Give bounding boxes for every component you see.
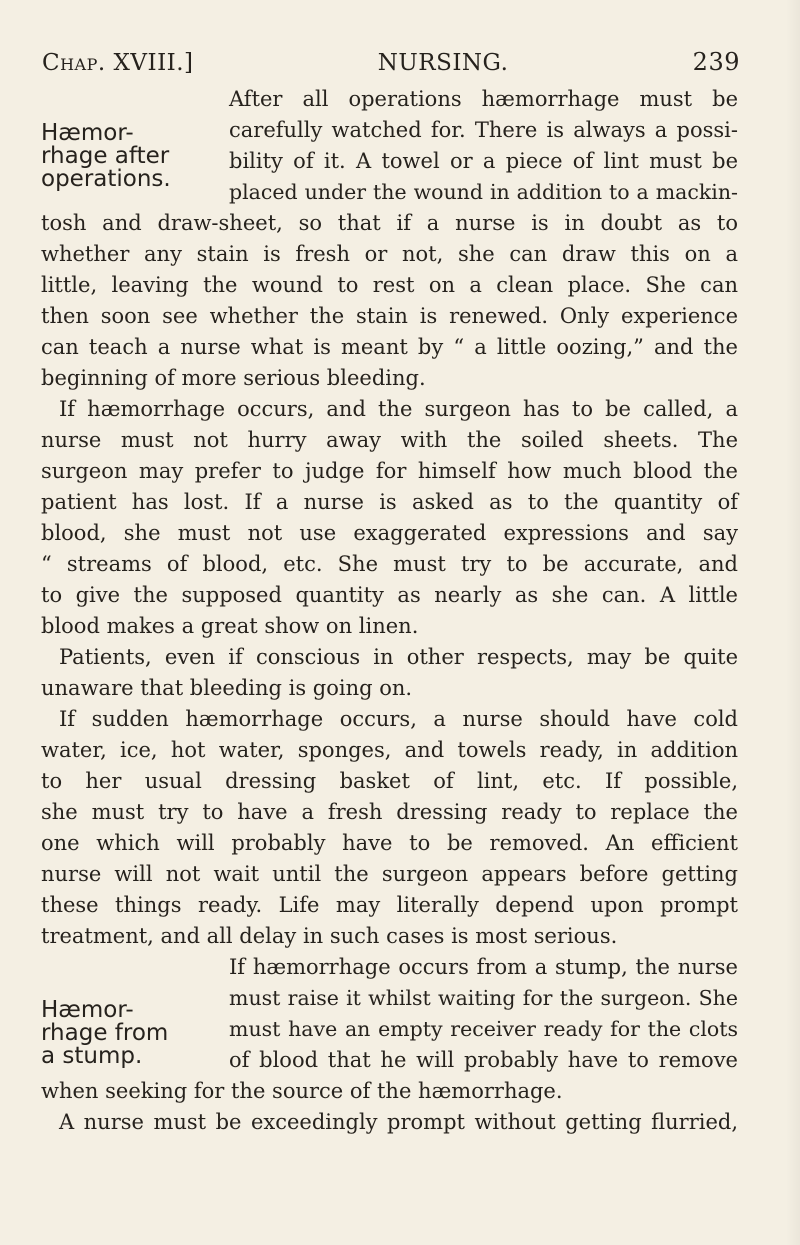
text-line: treatment, and all delay in such cases is most serious. [41, 924, 618, 948]
text-line: she must try to have a fresh dressing ready to replace the [41, 800, 738, 824]
chapter-label: Chap. XVIII.] [42, 50, 194, 76]
page-number: 239 [692, 48, 740, 76]
margin-note-line: a stump. [41, 1043, 143, 1069]
text-line: water, ice, hot water, sponges, and towels ready, in addition [41, 738, 738, 762]
paragraph-3 [41, 642, 738, 704]
margin-note-line: Hæmor- [41, 997, 134, 1023]
paragraph-5 [41, 952, 738, 1107]
text-line: when seeking for the source of the hæmorrhage. [41, 1079, 563, 1103]
text-line: unaware that bleeding is going on. [41, 676, 413, 700]
paragraph-6 [41, 1107, 738, 1138]
text-line: “ streams of blood, etc. She must try to be accurate, and [41, 552, 738, 576]
text-line: After all operations hæmorrhage must be [229, 87, 738, 111]
text-line: blood makes a great show on linen. [41, 614, 419, 638]
text-line: A nurse must be exceedingly prompt without getting flurried, [59, 1110, 738, 1134]
text-line: of blood that he will probably have to remove [229, 1048, 738, 1072]
text-line: one which will probably have to be removed. An efficient [41, 831, 738, 855]
running-title: NURSING. [377, 50, 509, 76]
text-line: can teach a nurse what is meant by “ a little oozing,” and the [41, 335, 738, 359]
text-line: to her usual dressing basket of lint, etc. If possible, [41, 769, 738, 793]
paragraph-2 [41, 394, 738, 642]
text-line: must raise it whilst waiting for the surgeon. She [229, 986, 738, 1010]
text-line: patient has lost. If a nurse is asked as to the quantity of [41, 490, 738, 514]
text-line: If hæmorrhage occurs, and the surgeon has to be called, a [59, 397, 738, 421]
paragraph-1 [41, 84, 738, 394]
text-line: nurse must not hurry away with the soiled sheets. The [41, 428, 738, 452]
text-line: carefully watched for. There is always a possi- [229, 118, 738, 142]
margin-note-line: Hæmor- [41, 120, 134, 146]
margin-note-line: rhage from [41, 1020, 169, 1046]
paragraph-4 [41, 704, 738, 952]
text-line: placed under the wound in addition to a mackin- [229, 180, 738, 204]
text-line: tosh and draw-sheet, so that if a nurse is in doubt as to [41, 211, 738, 235]
text-line: whether any stain is fresh or not, she can draw this on a [41, 242, 738, 266]
text-line: to give the supposed quantity as nearly as she can. A little [41, 583, 738, 607]
text-line: bility of it. A towel or a piece of lint must be [229, 149, 738, 173]
text-line: blood, she must not use exaggerated expressions and say [41, 521, 738, 545]
margin-note-line: operations. [41, 166, 171, 192]
running-header [42, 48, 740, 76]
text-line: If hæmorrhage occurs from a stump, the nurse [229, 955, 738, 979]
text-line: If sudden hæmorrhage occurs, a nurse should have cold [59, 707, 738, 731]
text-line: beginning of more serious bleeding. [41, 366, 426, 390]
text-line: little, leaving the wound to rest on a clean place. She can [41, 273, 738, 297]
text-line: then soon see whether the stain is renewed. Only experience [41, 304, 738, 328]
margin-note-line: rhage after [41, 143, 170, 169]
text-line: these things ready. Life may literally depend upon prompt [41, 893, 738, 917]
text-line: Patients, even if conscious in other respects, may be quite [59, 645, 738, 669]
text-line: surgeon may prefer to judge for himself how much blood the [41, 459, 738, 483]
text-line: must have an empty receiver ready for the clots [229, 1017, 738, 1041]
text-line: nurse will not wait until the surgeon appears before getting [41, 862, 738, 886]
page-edge-shadow [786, 0, 800, 1245]
